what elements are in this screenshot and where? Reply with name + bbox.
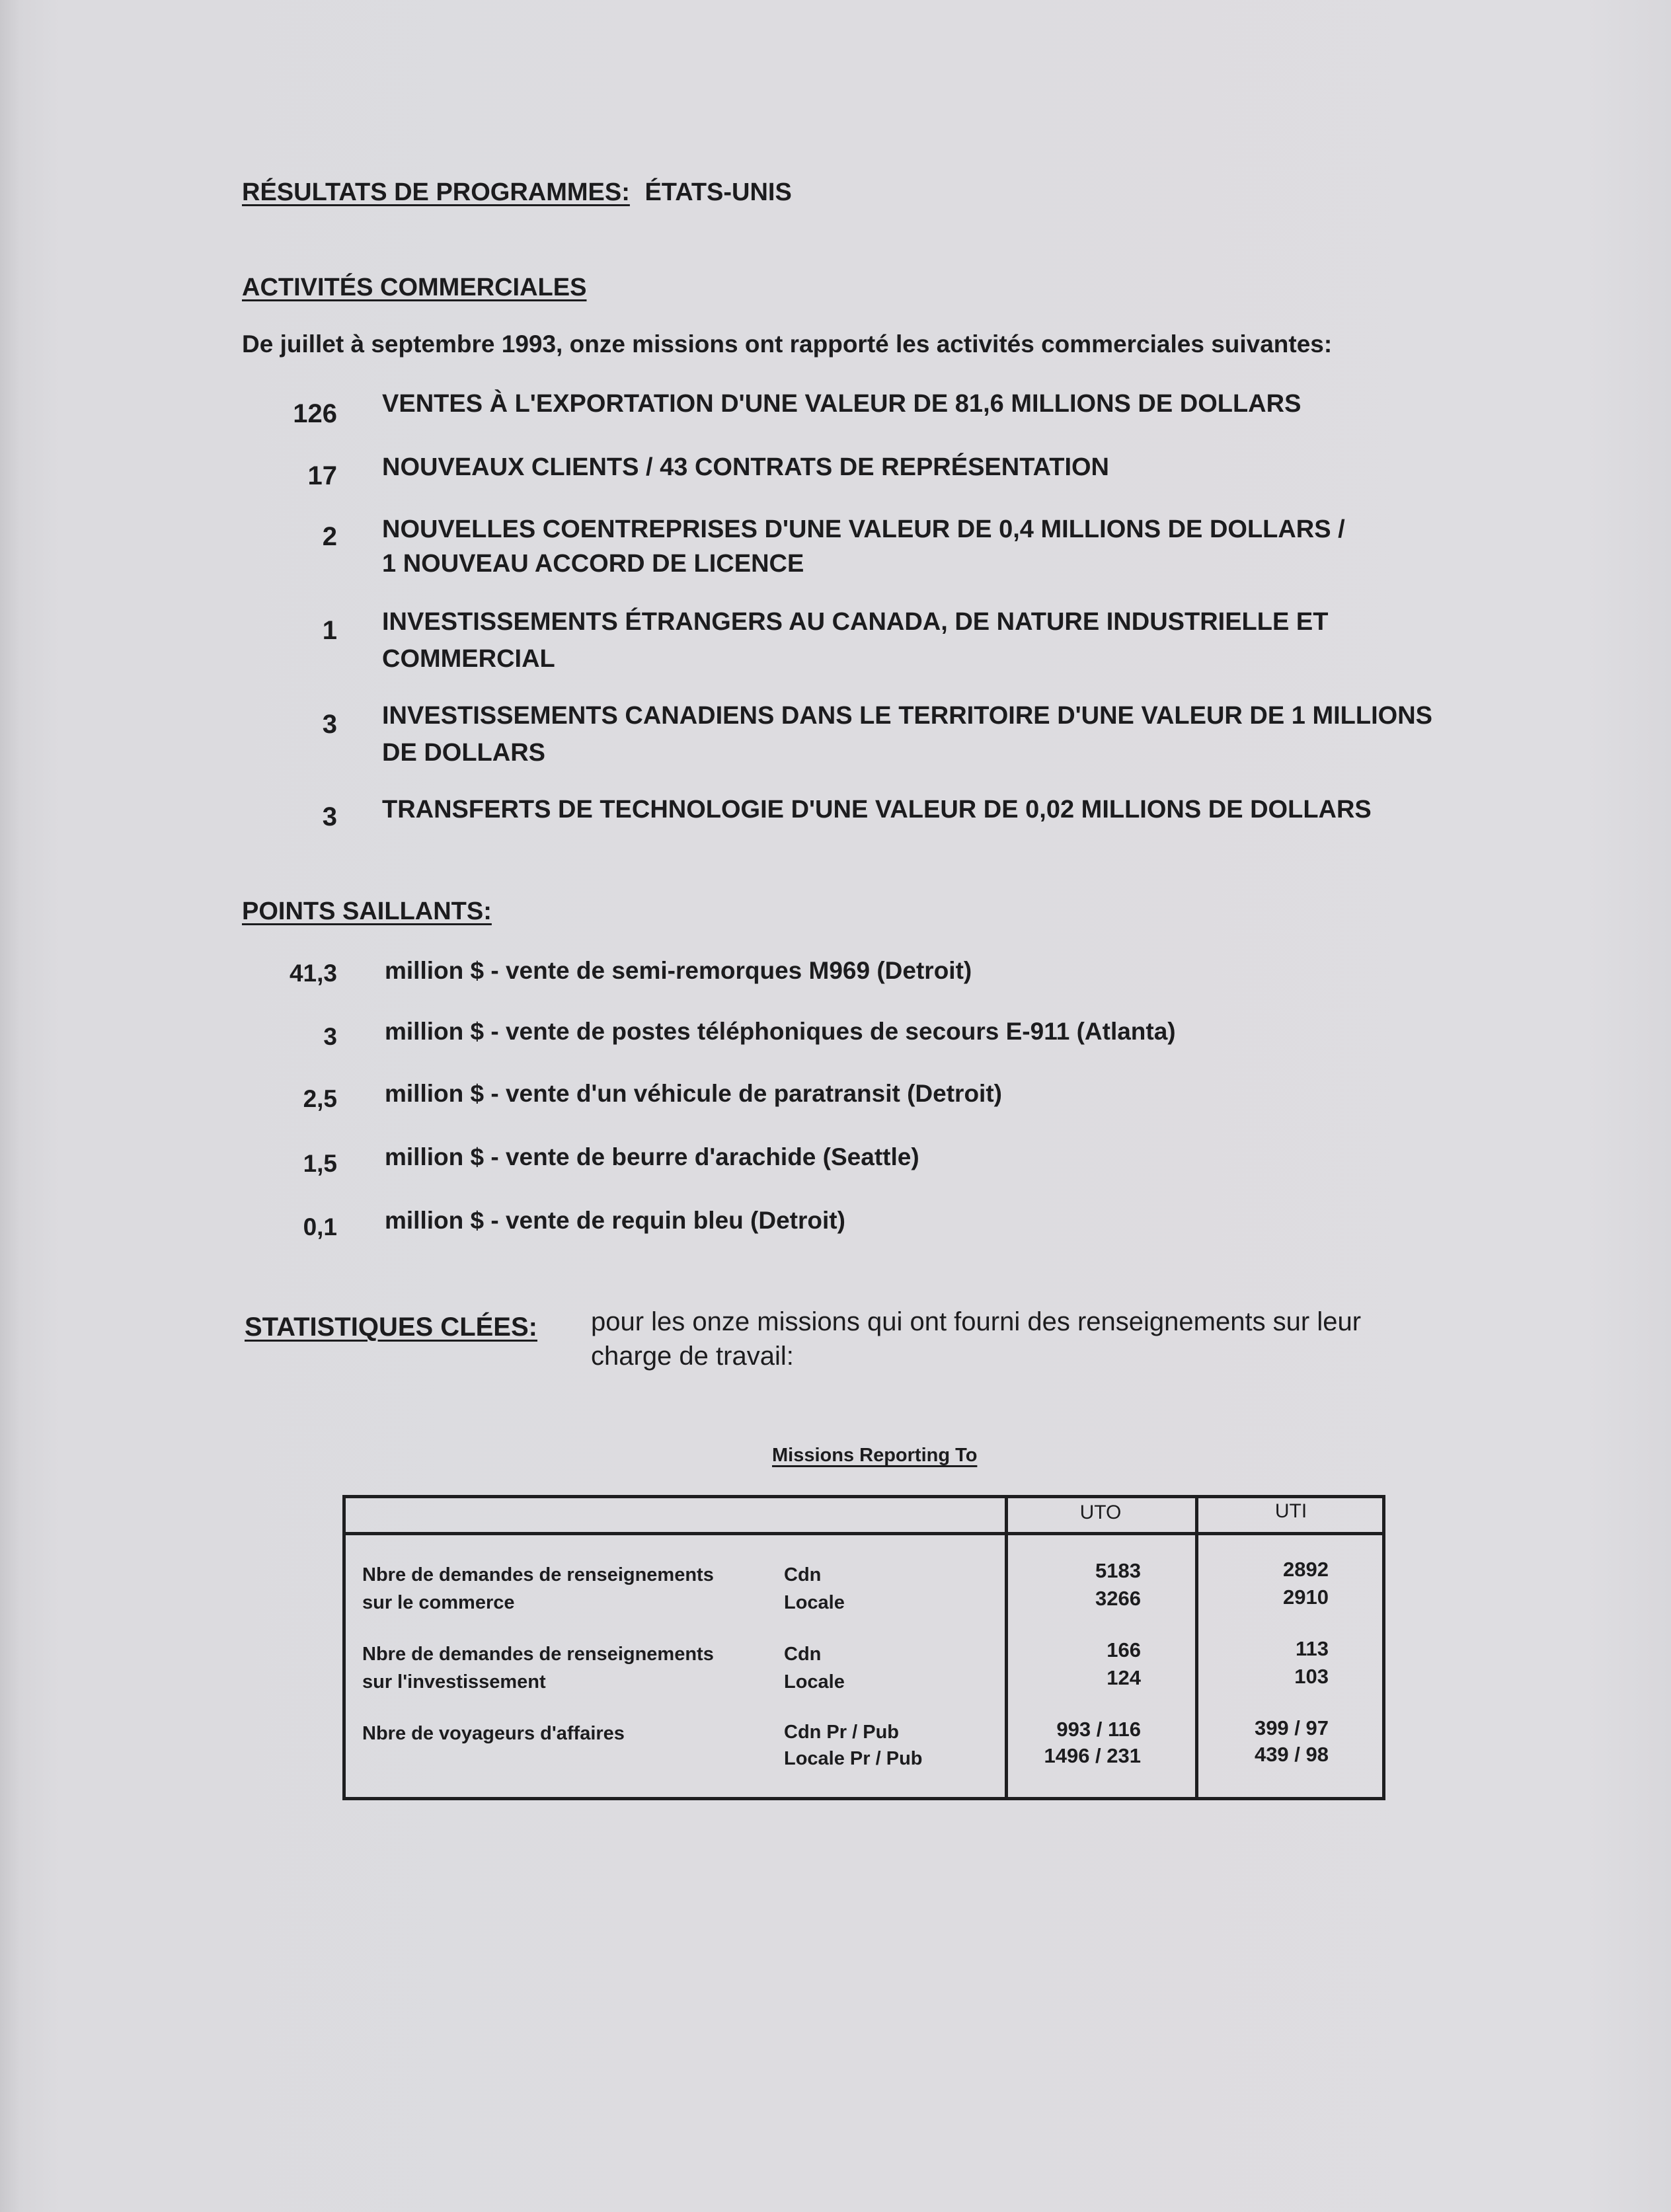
activity-text-continued: 1 NOUVEAU ACCORD DE LICENCE (382, 550, 804, 578)
activity-number: 1 (322, 616, 337, 645)
highlight-text: million $ - vente de semi-remorques M969 (Detroit) (385, 957, 972, 984)
activity-number: 3 (322, 710, 337, 739)
column-header-uto: UTO (1079, 1502, 1122, 1523)
row-subcategory: Cdn Pr / Pub (784, 1722, 899, 1743)
title-label: RÉSULTATS DE PROGRAMMES: (242, 178, 630, 206)
column-header-uti: UTI (1274, 1500, 1307, 1522)
activity-number: 2 (322, 522, 337, 551)
table-column-divider (1005, 1495, 1008, 1800)
activity-text: INVESTISSEMENTS ÉTRANGERS AU CANADA, DE NATURE INDUSTRIELLE ET (382, 608, 1329, 636)
highlight-amount: 3 (323, 1023, 337, 1050)
cell-uto: 166 (1107, 1638, 1141, 1661)
row-label: Nbre de demandes de renseignements (362, 1644, 714, 1665)
highlights-title: POINTS SAILLANTS: (242, 897, 492, 925)
highlight-amount: 0,1 (303, 1213, 337, 1240)
highlight-amount: 41,3 (289, 960, 337, 987)
highlight-text: million $ - vente d'un véhicule de paratransit (Detroit) (385, 1080, 1002, 1107)
section-title: ACTIVITÉS COMMERCIALES (242, 274, 587, 301)
cell-uti: 103 (1294, 1665, 1329, 1688)
activity-text: VENTES À L'EXPORTATION D'UNE VALEUR DE 81,6 MILLIONS DE DOLLARS (382, 390, 1302, 418)
cell-uti: 2892 (1283, 1558, 1329, 1581)
row-subcategory: Cdn (784, 1564, 822, 1585)
highlight-text: million $ - vente de postes téléphoniques de secours E-911 (Atlanta) (385, 1018, 1176, 1045)
highlight-amount: 2,5 (303, 1085, 337, 1112)
row-label-continued: sur le commerce (362, 1592, 515, 1613)
key-stats-title: STATISTIQUES CLÉES: (245, 1313, 537, 1342)
title-country: ÉTATS-UNIS (644, 178, 792, 206)
row-subcategory: Locale (784, 1592, 845, 1613)
row-subcategory: Locale Pr / Pub (784, 1748, 923, 1769)
activity-text: NOUVEAUX CLIENTS / 43 CONTRATS DE REPRÉSENTATION (382, 453, 1109, 481)
highlight-text: million $ - vente de beurre d'arachide (Seattle) (385, 1143, 919, 1170)
activity-number: 126 (293, 399, 337, 428)
row-label: Nbre de voyageurs d'affaires (362, 1723, 625, 1744)
activity-text: TRANSFERTS DE TECHNOLOGIE D'UNE VALEUR DE 0,02 MILLIONS DE DOLLARS (382, 796, 1372, 823)
activity-number: 3 (322, 802, 337, 831)
activity-text: NOUVELLES COENTREPRISES D'UNE VALEUR DE 0,4 MILLIONS DE DOLLARS / (382, 515, 1345, 543)
row-subcategory: Locale (784, 1671, 845, 1693)
cell-uto: 993 / 116 (1056, 1718, 1141, 1741)
cell-uti: 439 / 98 (1254, 1743, 1329, 1766)
row-label: Nbre de demandes de renseignements (362, 1564, 714, 1585)
table-header-rule (342, 1532, 1385, 1535)
cell-uto: 1496 / 231 (1044, 1744, 1141, 1767)
intro-text: De juillet à septembre 1993, onze missions ont rapporté les activités commerciales suivantes: (242, 330, 1333, 358)
table-column-divider (1195, 1495, 1198, 1800)
cell-uti: 399 / 97 (1254, 1716, 1329, 1739)
row-subcategory: Cdn (784, 1644, 822, 1665)
activity-text: INVESTISSEMENTS CANADIENS DANS LE TERRITOIRE D'UNE VALEUR DE 1 MILLIONS (382, 702, 1433, 730)
key-stats-text: pour les onze missions qui ont fourni des renseignements sur leur (591, 1307, 1362, 1336)
activity-text-continued: DE DOLLARS (382, 739, 545, 767)
key-stats-text-continued: charge de travail: (591, 1342, 794, 1371)
highlight-amount: 1,5 (303, 1150, 337, 1177)
row-label-continued: sur l'investissement (362, 1671, 546, 1693)
highlight-text: million $ - vente de requin bleu (Detroit) (385, 1207, 845, 1234)
cell-uto: 5183 (1095, 1559, 1141, 1582)
page-title (242, 178, 792, 207)
activity-number: 17 (307, 461, 337, 490)
cell-uto: 124 (1107, 1666, 1141, 1689)
table-caption: Missions Reporting To (772, 1445, 978, 1466)
cell-uti: 113 (1295, 1637, 1329, 1660)
cell-uti: 2910 (1283, 1585, 1329, 1609)
cell-uto: 3266 (1095, 1587, 1141, 1610)
activity-text-continued: COMMERCIAL (382, 645, 555, 673)
